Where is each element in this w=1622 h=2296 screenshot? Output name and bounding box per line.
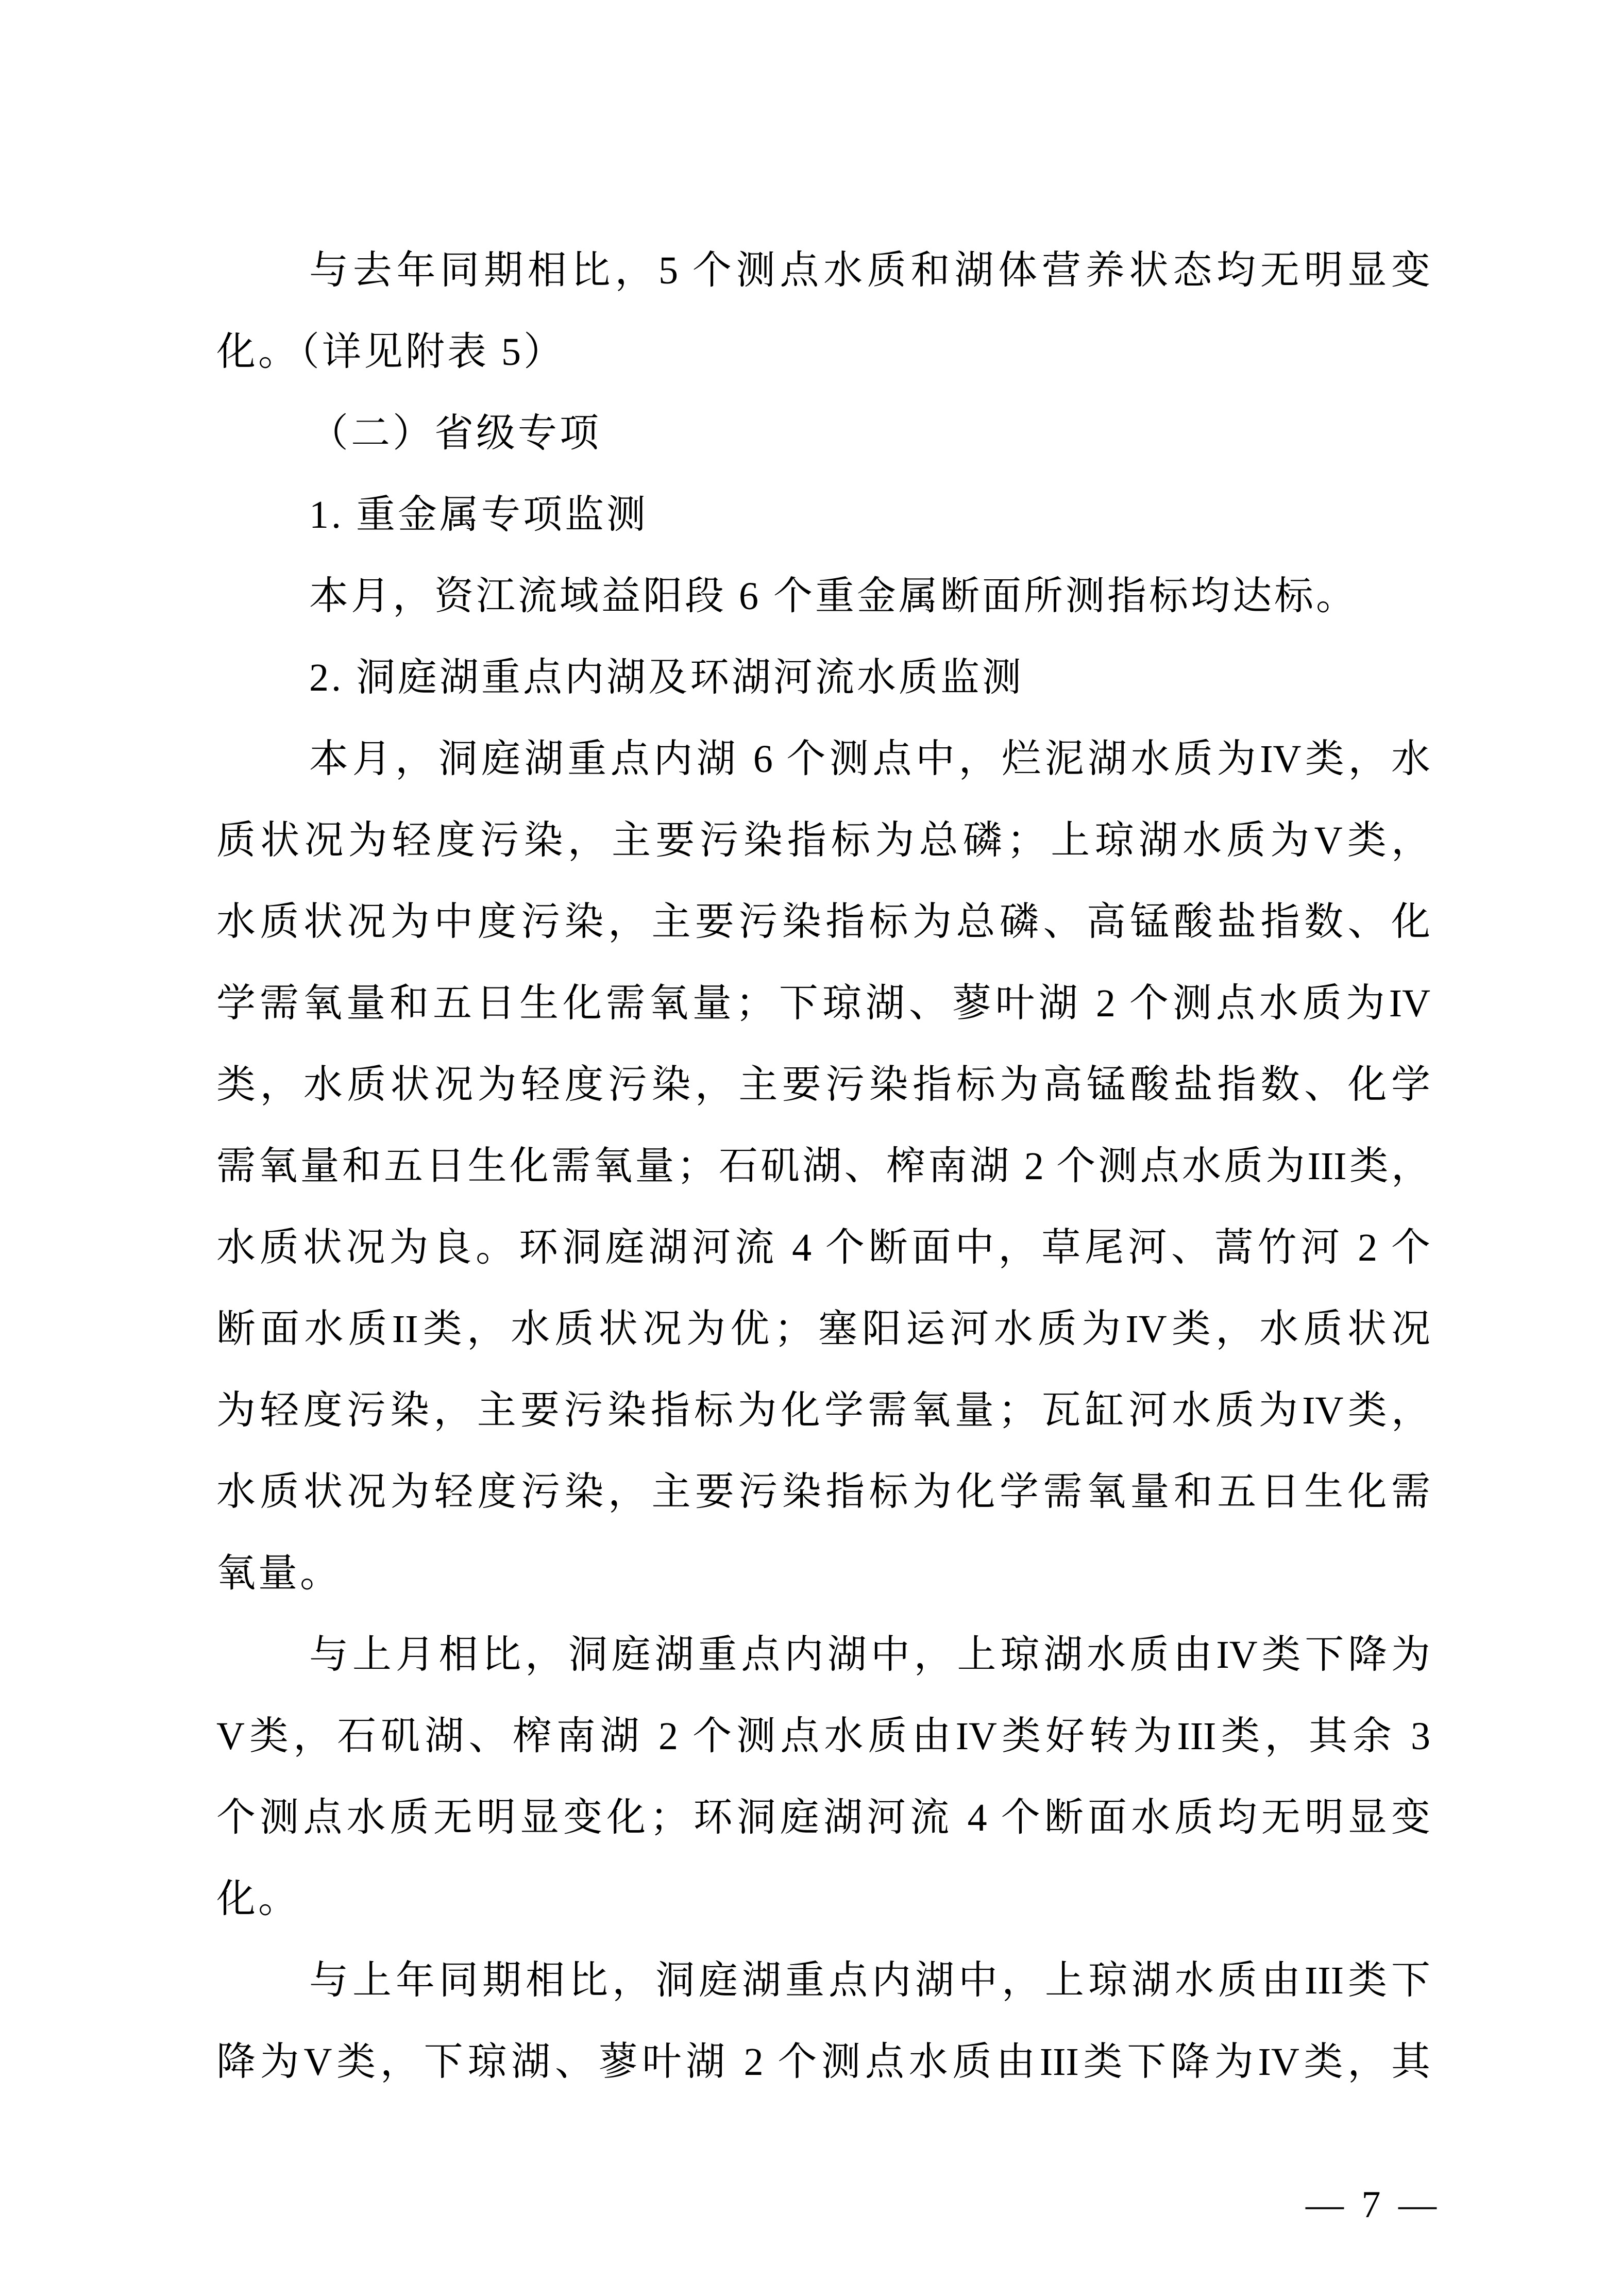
text-line: 氧量。 — [216, 1552, 342, 1595]
text-line: 与上年同期相比，洞庭湖重点内湖中，上琼湖水质由III类下 — [309, 1959, 1430, 2002]
text-line: 水质状况为良。环洞庭湖河流 4 个断面中，草尾河、蒿竹河 2 个 — [216, 1226, 1430, 1269]
text-line: 与去年同期相比，5 个测点水质和湖体营养状态均无明显变 — [309, 249, 1430, 292]
document-body — [216, 230, 1430, 2103]
text-line: 类，水质状况为轻度污染，主要污染指标为高锰酸盐指数、化学 — [216, 1063, 1430, 1107]
text-line: 本月，洞庭湖重点内湖 6 个测点中，烂泥湖水质为IV类，水 — [309, 738, 1430, 781]
text-line: 降为V类，下琼湖、蓼叶湖 2 个测点水质由III类下降为IV类，其 — [216, 2040, 1430, 2084]
page-number: — 7 — — [1306, 2184, 1441, 2226]
text-line: （二）省级专项 — [309, 412, 601, 455]
text-line: 水质状况为中度污染，主要污染指标为总磷、高锰酸盐指数、化 — [216, 900, 1430, 944]
text-line: 个测点水质无明显变化；环洞庭湖河流 4 个断面水质均无明显变 — [216, 1796, 1430, 1839]
text-line: 学需氧量和五日生化需氧量；下琼湖、蓼叶湖 2 个测点水质为IV — [216, 982, 1430, 1025]
text-line: 水质状况为轻度污染，主要污染指标为化学需氧量和五日生化需 — [216, 1470, 1430, 1514]
text-line: 断面水质II类，水质状况为优；塞阳运河水质为IV类，水质状况 — [216, 1308, 1430, 1351]
text-line: 1. 重金属专项监测 — [309, 493, 648, 537]
text-line: 质状况为轻度污染，主要污染指标为总磷；上琼湖水质为V类， — [216, 819, 1430, 862]
text-line: 化。（详见附表 5） — [216, 330, 565, 374]
text-line: 与上月相比，洞庭湖重点内湖中，上琼湖水质由IV类下降为 — [309, 1633, 1430, 1677]
text-line: 本月，资江流域益阳段 6 个重金属断面所测指标均达标。 — [309, 575, 1358, 618]
text-line: 化。 — [216, 1878, 300, 1921]
text-line: 需氧量和五日生化需氧量；石矶湖、榨南湖 2 个测点水质为III类， — [216, 1145, 1430, 1188]
text-line: V类，石矶湖、榨南湖 2 个测点水质由IV类好转为III类，其余 3 — [216, 1715, 1430, 1758]
text-line: 为轻度污染，主要污染指标为化学需氧量；瓦缸河水质为IV类， — [216, 1389, 1430, 1432]
text-line: 2. 洞庭湖重点内湖及环湖河流水质监测 — [309, 656, 1024, 699]
